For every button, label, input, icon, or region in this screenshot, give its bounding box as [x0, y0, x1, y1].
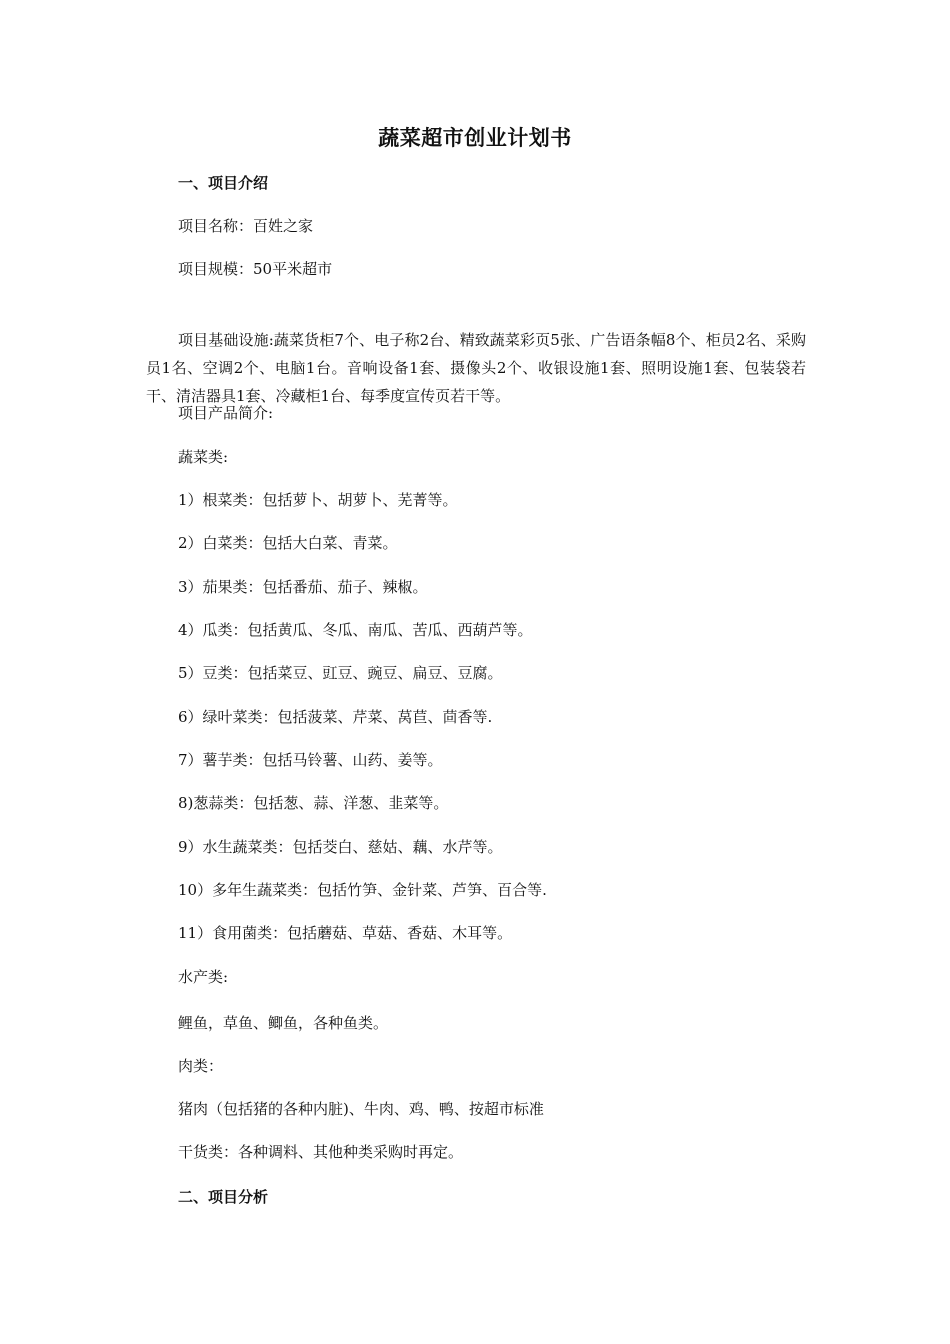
vegetable-item: 6）绿叶菜类：包括菠菜、芹菜、莴苣、茴香等. [178, 708, 493, 726]
vegetable-item: 4）瓜类：包括黄瓜、冬瓜、南瓜、苦瓜、西葫芦等。 [178, 621, 533, 639]
products-intro-line: 项目产品简介: [178, 404, 274, 422]
vegetable-item: 8)葱蒜类：包括葱、蒜、洋葱、韭菜等。 [178, 794, 449, 812]
vegetable-item: 7）薯芋类：包括马铃薯、山药、姜等。 [178, 751, 443, 769]
vegetable-item: 2）白菜类：包括大白菜、青菜。 [178, 534, 398, 552]
vegetable-item: 10）多年生蔬菜类：包括竹笋、金针菜、芦笋、百合等. [178, 881, 547, 899]
aquatic-heading: 水产类: [178, 968, 229, 986]
vegetable-item: 5）豆类：包括菜豆、豇豆、豌豆、扁豆、豆腐。 [178, 664, 503, 682]
section-heading-project-analysis: 二、项目分析 [178, 1188, 269, 1206]
dry-goods-line: 干货类：各种调料、其他种类采购时再定。 [178, 1143, 464, 1161]
vegetable-item: 9）水生蔬菜类：包括茭白、慈姑、藕、水芹等。 [178, 838, 503, 856]
facilities-paragraph: 项目基础设施:蔬菜货柜7个、电子称2台、精致蔬菜彩页5张、广告语条幅8个、柜员2名、采购员1名、空调2个、电脑1台。音响设备1套、摄像头2个、收银设施1套、照明设施1套、包装袋若干、清洁器具1套、冷藏柜1台、每季度宣传页若干等。 [146, 331, 806, 405]
section-heading-project-intro: 一、项目介绍 [178, 174, 269, 192]
vegetable-item: 1）根菜类：包括萝卜、胡萝卜、芜菁等。 [178, 491, 458, 509]
vegetable-item: 11）食用菌类：包括蘑菇、草菇、香菇、木耳等。 [178, 924, 513, 942]
vegetables-heading: 蔬菜类: [178, 448, 229, 466]
document-title: 蔬菜超市创业计划书 [378, 126, 572, 150]
meat-items-line: 猪肉（包括猪的各种内脏)、牛肉、鸡、鸭、按超市标准 [178, 1100, 544, 1118]
meat-heading: 肉类： [178, 1057, 224, 1075]
aquatic-items-line: 鲤鱼，草鱼、鲫鱼，各种鱼类。 [178, 1014, 389, 1032]
project-name-line: 项目名称：百姓之家 [178, 217, 314, 235]
vegetable-item: 3）茄果类：包括番茄、茄子、辣椒。 [178, 578, 428, 596]
project-scale-line: 项目规模：50平米超市 [178, 260, 333, 278]
